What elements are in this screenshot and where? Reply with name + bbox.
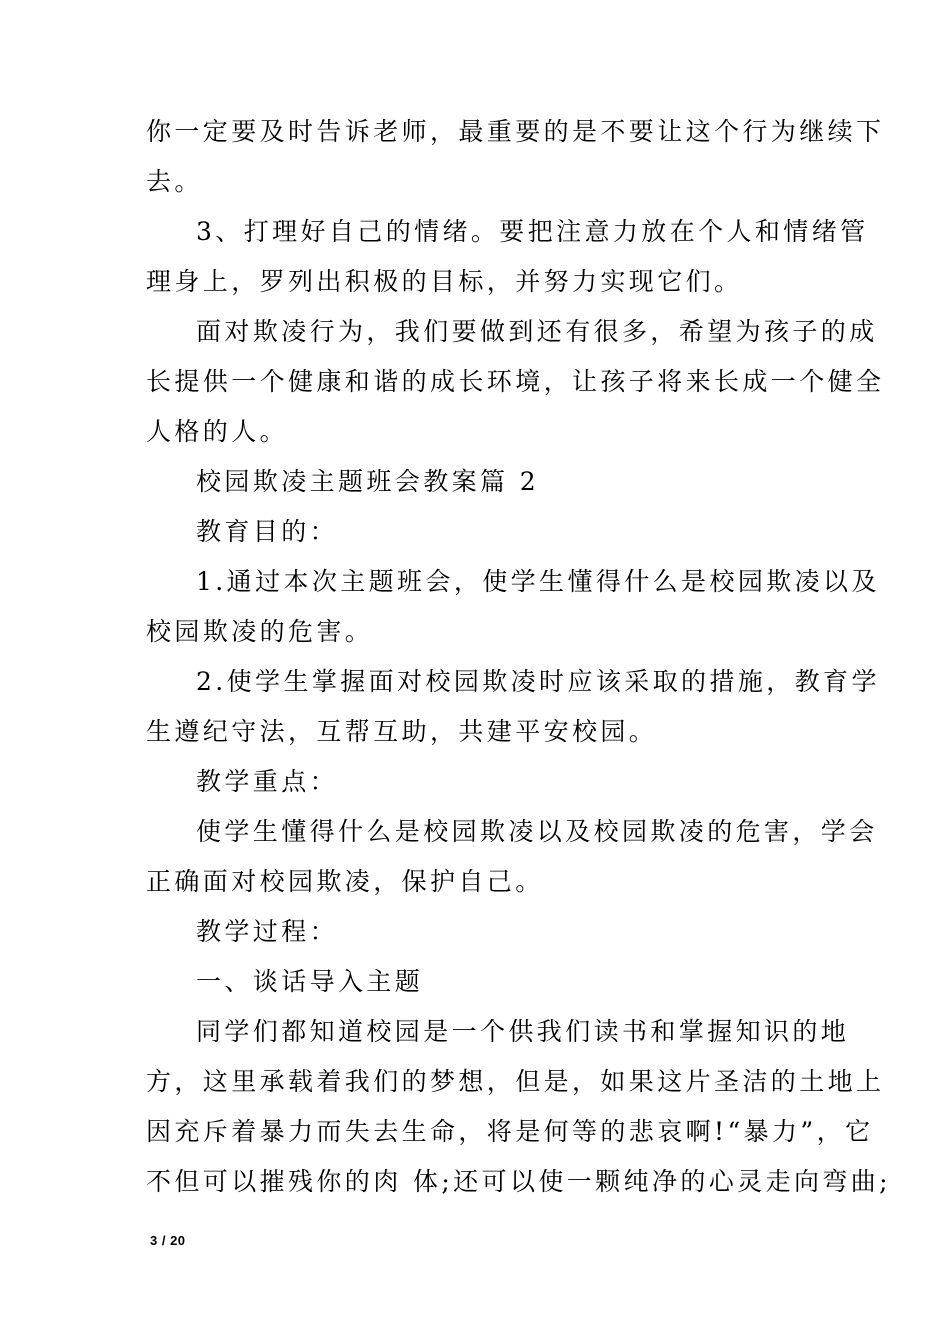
page-number: 3 / 20 (150, 1233, 186, 1248)
text-line: 一、谈话导入主题 (196, 967, 424, 996)
text-line: 使学生懂得什么是校园欺凌以及校园欺凌的危害，学会 (196, 817, 878, 846)
text-line: 长提供一个健康和谐的成长环境，让孩子将来长成一个健全 (146, 367, 885, 396)
text-line: 理身上，罗列出积极的目标，并努力实现它们。 (146, 267, 743, 296)
text-line: 教学重点： (196, 767, 339, 796)
text-line: 生遵纪守法，互帮互助，共建平安校园。 (146, 717, 658, 746)
text-line: 正确面对校园欺凌，保护自己。 (146, 867, 544, 896)
text-line: 教学过程： (196, 917, 339, 946)
text-line: 面对欺凌行为，我们要做到还有很多，希望为孩子的成 (196, 317, 878, 346)
text-line: 方，这里承载着我们的梦想，但是，如果这片圣洁的土地上 (146, 1067, 885, 1096)
text-line: 人格的人。 (146, 417, 289, 446)
text-line: 去。 (146, 167, 203, 196)
text-line: 3、打理好自己的情绪。要把注意力放在个人和情绪管 (196, 217, 869, 246)
text-line: 你一定要及时告诉老师，最重要的是不要让这个行为继续下 (146, 117, 885, 146)
text-line: 同学们都知道校园是一个供我们读书和掌握知识的地 (196, 1017, 850, 1046)
text-line: 1.通过本次主题班会，使学生懂得什么是校园欺凌以及 (196, 567, 880, 596)
text-line: 不但可以摧残你的肉 体;还可以使一颗纯净的心灵走向弯曲; (146, 1167, 891, 1196)
text-line: 校园欺凌的危害。 (146, 617, 374, 646)
text-line: 教育目的： (196, 517, 339, 546)
section-heading: 校园欺凌主题班会教案篇 2 (196, 467, 540, 496)
text-line: 2.使学生掌握面对校园欺凌时应该采取的措施，教育学 (196, 667, 880, 696)
text-line: 因充斥着暴力而失去生命，将是何等的悲哀啊!“暴力”，它 (146, 1117, 874, 1146)
